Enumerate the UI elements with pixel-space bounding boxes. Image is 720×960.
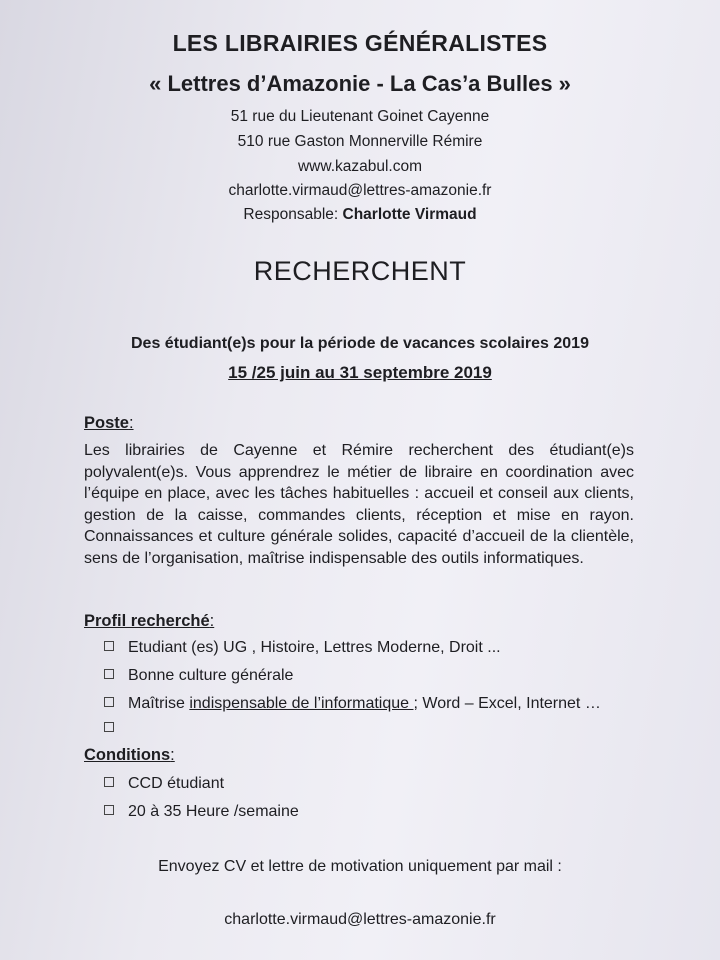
headline: RECHERCHENT bbox=[253, 256, 467, 286]
checkbox-bullet-icon bbox=[104, 641, 114, 651]
condition-item bbox=[104, 775, 224, 793]
profil-item bbox=[104, 667, 293, 685]
organization-subtitle: « Lettres d’Amazonie - La Cas’a Bulles » bbox=[149, 71, 571, 96]
profil-item-text: Etudiant (es) UG , Histoire, Lettres Moderne, Droit ... bbox=[128, 639, 501, 656]
profil-item-text-a: Maîtrise bbox=[128, 695, 190, 712]
checkbox-bullet-icon bbox=[104, 722, 114, 732]
profil-item bbox=[104, 639, 501, 657]
checkbox-bullet-icon bbox=[104, 669, 114, 679]
poste-description: Les librairies de Cayenne et Rémire recherchent des étudiant(e)s polyvalent(e)s. Vous apprendrez le métier de libraire en coordination avec l’équipe en place, avec les tâches habituelles : accueil et conseil aux clients, gestion de la caisse, commandes clients, réception et mise en rayon. Connaissances et culture générale solides, capacité d’accueil de la clientèle, sens de l’organisation, maîtrise indispensable des outils informatiques. bbox=[84, 442, 634, 567]
checkbox-bullet-icon bbox=[104, 777, 114, 787]
checkbox-bullet-icon bbox=[104, 805, 114, 815]
application-instruction: Envoyez CV et lettre de motivation uniquement par mail : bbox=[158, 858, 562, 875]
intro-line: Des étudiant(e)s pour la période de vacances scolaires 2019 bbox=[131, 335, 589, 352]
organization-title: LES LIBRAIRIES GÉNÉRALISTES bbox=[172, 30, 548, 56]
profil-heading-text: Profil recherché bbox=[84, 612, 210, 630]
checkbox-bullet-icon bbox=[104, 697, 114, 707]
condition-item bbox=[104, 803, 299, 821]
profil-item-text: Bonne culture générale bbox=[128, 667, 294, 684]
conditions-heading-text: Conditions bbox=[84, 746, 171, 764]
conditions-heading-colon: : bbox=[170, 746, 175, 764]
poste-heading-colon: : bbox=[128, 414, 134, 432]
poste-heading bbox=[84, 414, 134, 433]
profil-heading-colon: : bbox=[209, 612, 215, 630]
poste-heading-text: Poste bbox=[84, 414, 129, 432]
responsable-label: Responsable: bbox=[243, 206, 339, 223]
contact-email[interactable]: charlotte.virmaud@lettres-amazonie.fr bbox=[224, 911, 496, 928]
condition-item-text: 20 à 35 Heure /semaine bbox=[128, 803, 299, 820]
profil-heading bbox=[84, 612, 214, 631]
profil-item-text-c: ; Word – Excel, Internet … bbox=[413, 695, 601, 712]
profil-item-text-underlined: indispensable de l’informatique bbox=[189, 695, 414, 712]
address-cayenne: 51 rue du Lieutenant Goinet Cayenne bbox=[230, 108, 490, 125]
address-remire: 510 rue Gaston Monnerville Rémire bbox=[237, 133, 483, 150]
period-dates: 15 /25 juin au 31 septembre 2019 bbox=[228, 363, 492, 382]
conditions-heading bbox=[84, 746, 175, 765]
responsable-name: Charlotte Virmaud bbox=[342, 206, 477, 223]
header-email[interactable]: charlotte.virmaud@lettres-amazonie.fr bbox=[228, 182, 492, 199]
profil-item bbox=[104, 695, 601, 713]
responsable-line bbox=[0, 206, 720, 224]
profil-item-empty bbox=[104, 720, 128, 738]
website-link[interactable]: www.kazabul.com bbox=[297, 158, 423, 175]
condition-item-text: CCD étudiant bbox=[128, 775, 225, 792]
